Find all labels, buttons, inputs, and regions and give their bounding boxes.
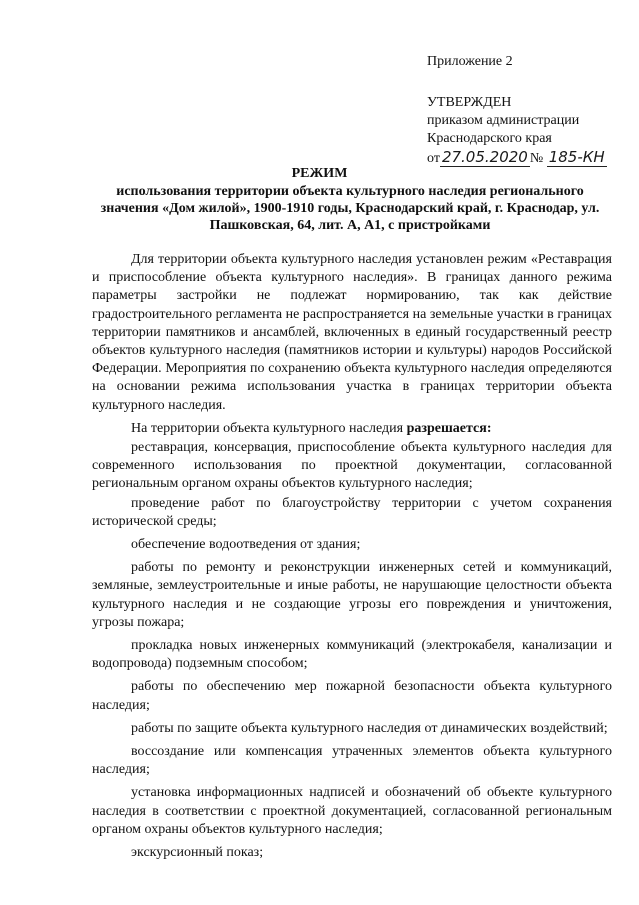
handwritten-date: 27.05.2020	[441, 148, 528, 166]
intro-paragraph: Для территории объекта культурного наследия установлен режим «Реставрация и приспособление объекта культурного наследия». В границах данного режима параметры застройки не подлежат нормированию, так как действие градостроительного регламента не распространяется на земельные участки в границах территории памятников и ансамблей, включенных в единый государственный реестр объектов культурного наследия (памятников истории и культуры) народов Российской Федерации. Мероприятия по сохранению объекта культурного наследия определяются на основании режима использования участка в границах территории объекта культурного наследия.	[92, 252, 612, 413]
region-label: Краснодарского края	[427, 131, 552, 146]
list-item: реставрация, консервация, приспособление объекта культурного наследия для современного использования по проектной документации, согласованной региональным органом охраны объектов культурного наследия;	[92, 440, 612, 492]
approved-label: УТВЕРЖДЕН	[427, 95, 512, 110]
document-body	[92, 251, 612, 863]
document-title: РЕЖИМ	[291, 166, 348, 181]
list-item: работы по обеспечению мер пожарной безопасности объекта культурного наследия;	[92, 679, 612, 713]
list-item: проведение работ по благоустройству территории с учетом сохранения исторической среды;	[92, 495, 612, 529]
list-item: работы по ремонту и реконструкции инженерных сетей и коммуникаций, земляные, землеустроительные и иные работы, не нарушающие целостности объекта культурного наследия и не создающие угрозы его повреждения и уничтожения, угрозы пожара;	[92, 560, 612, 630]
number-prefix: №	[529, 151, 544, 166]
approval-block	[427, 94, 607, 168]
date-number-line	[427, 148, 607, 168]
permitted-lead: На территории объекта культурного наследия	[131, 420, 404, 436]
permitted-heading	[92, 420, 612, 438]
list-item: прокладка новых инженерных коммуникаций (электрокабеля, канализации и водопровода) подземным способом;	[92, 638, 612, 672]
list-item: установка информационных надписей и обозначений об объекте культурного наследия в соответствии с проектной документацией, согласованной региональным органом охраны объектов культурного наследия;	[92, 785, 612, 837]
date-prefix: от	[427, 151, 440, 166]
by-order-label: приказом администрации	[427, 113, 580, 128]
document-subtitle: использования территории объекта культурного наследия регионального значения «Дом жилой», 1900-1910 годы, Краснодарский край, г. Краснодар, ул. Пашковская, 64, лит. А, А1, с пристройками	[100, 184, 600, 233]
list-item: работы по защите объекта культурного наследия от динамических воздействий;	[131, 720, 608, 736]
appendix-label: Приложение 2	[427, 54, 513, 69]
list-item: воссоздание или компенсация утраченных элементов объекта культурного наследия;	[92, 744, 612, 778]
list-item: обеспечение водоотведения от здания;	[131, 537, 361, 553]
permitted-bold: разрешается:	[406, 420, 492, 436]
handwritten-number: 185-КН	[548, 148, 605, 166]
list-item: экскурсионный показ;	[131, 845, 264, 861]
